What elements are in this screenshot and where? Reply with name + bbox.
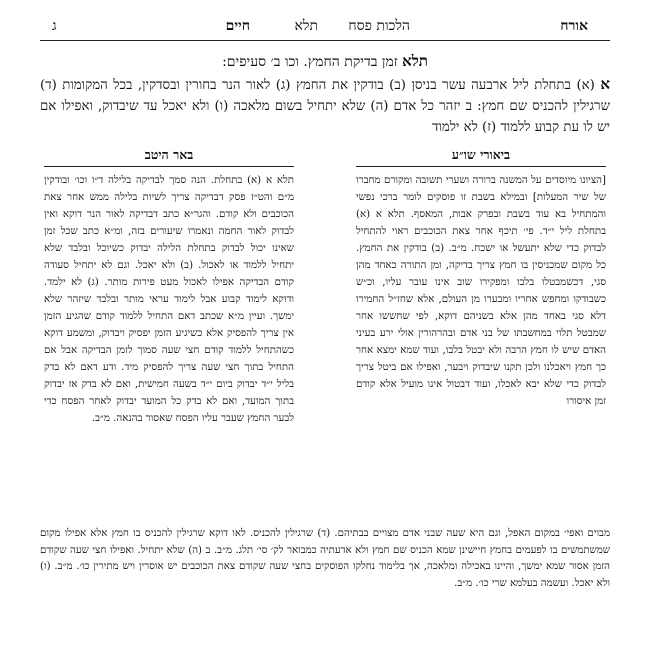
right-column-divider: [356, 166, 606, 167]
right-commentary-column: [הציונו מיוסדים על המשנה ברורה ושערי תשובה ומקורם מחברו של שיר המעלות] ובמילא בשבת זו פוסקים לומר ברכי נפשי והמתחיל בא עוד בשבת ובפרק אבות, המאסף. תלא א (א) בתחלת ליל י״ד. פי׳ תיכף אחר צאת הכוכבים ראוי להתחיל לבדוק כדי שלא יתעשל או ישכח. מ״ב. (ב) בודקין את החמץ. כל מקום שמכניסין בו חמץ צריך בדיקה, ומן התורה כאחד מהן סגי, דכשמבטלו בלבו ומפקירו שוב אינו עובר עליו, וכ״ש כשבודקו ומחפש אחריו ומבערו מן העולם, אלא שחז״ל החמירו דלא סגי באחד מהן אלא בשניהם דוקא, לפי שחששו אחר שמבטל תלוי במחשבתו של בני אדם ובהרהורין אולי ירע בעיני האדם שיש לו חמץ הרבה ולא יבטל בלבו, ועוד שמא ימצא אחר כך חמץ ויאכלנו ולכן תקנו שיבדוק ויבער, ואפילו אם ביטל צריך לבדוק כדי שלא יבא לאכלו, ועוד דבטול אינו מועיל אלא קודם זמן איסורו: [356, 175, 606, 407]
left-column-divider: [44, 166, 294, 167]
siman-number: תלא: [402, 52, 428, 70]
main-text-body: (א) בתחלת ליל ארבעה עשר בניסן (ב) בודקין את החמץ (ג) לאור הנר בחורין ובסדקין, בכל המקומות (ד) שרגילין להכניס שם חמץ: ב יזהר כל אדם (ה) שלא יתחיל בשום מלאכה (ו) ולא יאכל עד שיבדוק, ואפילו אם יש לו עת קבוע ללמוד (ז) לא ילמוד: [40, 78, 610, 135]
header-chapter: תלא: [294, 18, 318, 34]
left-column-title: באר היטב: [144, 147, 194, 162]
page-header: [40, 16, 610, 38]
siman-title: [40, 52, 610, 71]
page-number: ג: [52, 18, 57, 34]
right-column-title: ביאורי שו״ע: [451, 147, 511, 162]
seif-number: א: [600, 75, 610, 93]
header-divider: [40, 40, 610, 41]
header-book: אורח: [560, 18, 588, 34]
left-commentary-column: תלא א (א) בתחלת. הנה סמך לבדיקה בלילה ד״ו וכו׳ ובודקין מ״ם והט״ז פסק דבדיקה צריך לשיות בלילה ממש אחר צאת הכוכבים ולא קודם. והגר״א כתב דבדיקה לאור הנר דוקא ואין לבדוק לאור החמה ונאמרו שיעורים בזה, ומ״א כתב שכל זמן שאינו יכול לבדוק בתחלת הלילה יבדוק כשיוכל ובלבד שלא יתחיל ללמוד או לאכול. (ב) ולא יאכל. וגם לא יתחיל סעודה קודם הבדיקה אפילו לאכול מעט פירות מותר. (ג) לא ילמד. ודוקא לימוד קבוע אבל לימוד עראי מותר ובלבד שיזהר שלא ימשך. ועיין מ״א שכתב דאם התחיל ללמוד קודם שהגיע הזמן אין צריך להפסיק אלא כשיגיע הזמן יפסיק ויבדוק, ומשמע דוקא כשהתחיל ללמוד קודם חצי שעה סמוך לזמן הבדיקה אבל אם התחיל בתוך חצי שעה צריך להפסיק מיד. ודע דאם לא בדק בליל י״ד יבדוק ביום י״ד בשעה חמישית, ואם לא בדק אז יבדוק בתוך המועד, ואם לא בדק כל המועד יבדוק לאחר הפסח כדי לבער החמץ שעבר עליו הפסח שאסור בהנאה. מ״ב.: [44, 175, 294, 424]
header-section: הלכות פסח: [348, 18, 410, 34]
main-text: [40, 74, 610, 140]
bottom-commentary: מבוים ואפי׳ במקום האפל, וגם היא שעה שבני אדם מצויים בבתיהם. (ד) שרגילין להכניס. לאו דוקא שרגילין להכניס בו חמץ אלא אפילו מקום שמשתמשים בו לפעמים בחמץ חיישינן שמא הכניס שם חמץ ולא אדעתיה כמבואר לק׳ סי׳ תלג. מ״ב. ב (ה) שלא יתחיל. ואפילו חצי שעה שקודם הזמן אסור שמא ימשך, והיינו באכילה ומלאכה, אך בלימוד נחלקו הפוסקים בחצי שעה שקודם צאת הכוכבים יש אוסרין ויש מתירין כו׳. מ״ב. (ו) ולא יאכל. ועשמה בעלמא שרי כו׳. מ״ב.: [40, 528, 610, 589]
header-part: חיים: [225, 18, 250, 34]
siman-heading: זמן בדיקת החמץ. וכו ב׳ סעיפים:: [222, 54, 398, 70]
